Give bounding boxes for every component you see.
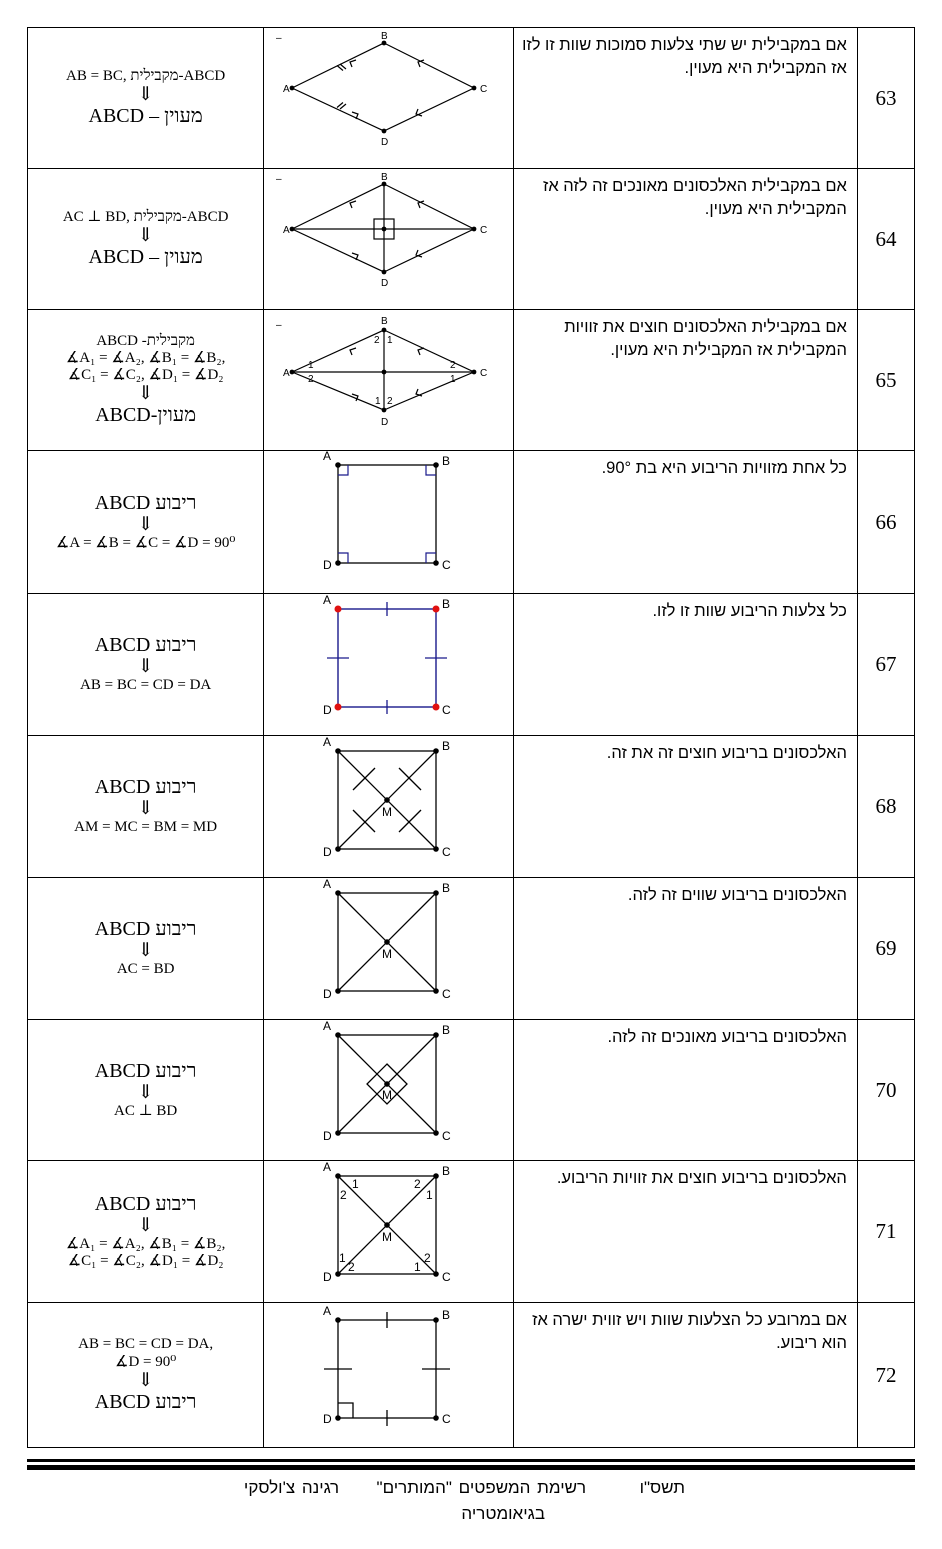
angle-label: 2	[348, 1260, 355, 1274]
theorem-row	[28, 736, 915, 878]
implies-arrow: ⇓	[137, 84, 154, 106]
angle-label: 1	[414, 1260, 421, 1274]
formula-cell	[28, 594, 264, 736]
formula-line: ∡A = ∡B = ∡C = ∡D = 90⁰	[55, 534, 236, 551]
vertex-label: D	[323, 703, 332, 717]
theorem-text: אם במרובע כל הצלעות שוות ויש זווית ישרה אז הוא ריבוע.	[513, 1303, 857, 1448]
theorems-table	[27, 27, 915, 1448]
center-label: M	[382, 1088, 393, 1102]
formula-line: ABCD ריבוע	[94, 491, 197, 514]
angle-label: 1	[450, 374, 456, 385]
theorem-number: 69	[857, 878, 914, 1020]
square-right-angles-figure	[264, 451, 513, 591]
center-label: M	[382, 1230, 393, 1244]
theorem-number: 64	[857, 169, 914, 310]
formula-cell	[28, 1161, 264, 1303]
footer-rule-thick	[27, 1465, 915, 1470]
theorem-row	[28, 1161, 915, 1303]
theorem-text: אם במקבילית האלכסונים מאונכים זה לזה אז המקבילית היא מעוין.	[513, 169, 857, 310]
theorem-text: אם במקבילית האלכסונים חוצים את זוויות המקבילית אז המקבילית היא מעוין.	[513, 310, 857, 451]
implies-arrow: ⇓	[137, 1369, 154, 1391]
figure-cell	[264, 878, 513, 1020]
formula-line: ∡C₁ = ∡C₂, ∡D₁ = ∡D₂	[67, 1252, 224, 1269]
theorem-number: 68	[857, 736, 914, 878]
theorem-text: האלכסונים בריבוע שווים זה לזה.	[513, 878, 857, 1020]
footer-line	[244, 1478, 685, 1498]
vertex-label: B	[442, 1308, 451, 1322]
formula-line: AB = BC = CD = DA,	[78, 1336, 214, 1353]
theorem-number: 72	[857, 1303, 914, 1448]
center-label: M	[382, 805, 393, 819]
angle-label: 1	[352, 1177, 359, 1191]
formula-line: ∡A₁ = ∡A₂, ∡B₁ = ∡B₂,	[65, 1235, 226, 1252]
angle-label: 1	[339, 1251, 346, 1265]
theorem-text: האלכסונים בריבוע מאונכים זה לזה.	[513, 1020, 857, 1161]
footer-title: רשימת המשפטים "המותרים"	[376, 1478, 587, 1497]
vertex-label: A	[323, 1304, 332, 1318]
theorem-number: 66	[857, 451, 914, 594]
formula-line: ABCD-מעוין	[95, 404, 197, 427]
formula-cell	[28, 310, 264, 451]
formula-line: ABCD – מעוין	[88, 246, 203, 269]
vertex-label: D	[323, 1270, 332, 1284]
theorem-row	[28, 28, 915, 169]
square-equal-sides-figure	[264, 594, 513, 734]
vertex-label: C	[480, 225, 488, 236]
formula-line: AB = BC = CD = DA	[80, 677, 212, 694]
vertex-label: D	[323, 1129, 332, 1143]
formula-line: ABCD ריבוע	[94, 1192, 197, 1215]
formula-line: AC ⊥ BD, מקבילית-ABCD	[62, 208, 229, 225]
figure-cell	[264, 1020, 513, 1161]
implies-arrow: ⇓	[137, 798, 154, 820]
implies-arrow: ⇓	[137, 940, 154, 962]
figure-cell	[264, 451, 513, 594]
theorem-text: האלכסונים בריבוע חוצים את זוויות הריבוע.	[513, 1161, 857, 1303]
vertex-label: A	[283, 84, 290, 95]
figure-cell	[264, 169, 513, 310]
formula-line: AC = BD	[116, 961, 175, 978]
dash-mark: –	[276, 174, 282, 185]
formula-line: ABCD ריבוע	[94, 918, 197, 941]
implies-arrow: ⇓	[137, 656, 154, 678]
theorem-text: כל צלעות הריבוע שוות זו לזו.	[513, 594, 857, 736]
vertex-label: B	[442, 454, 451, 468]
vertex-label: B	[381, 316, 388, 327]
vertex-label: D	[381, 278, 389, 289]
theorem-number: 67	[857, 594, 914, 736]
vertex-label: B	[442, 1164, 451, 1178]
angle-label: 2	[450, 360, 456, 371]
rhombus-diagonals-figure	[264, 169, 513, 309]
angle-label: 1	[308, 360, 314, 371]
formula-line: ABCD ריבוע	[94, 634, 197, 657]
figure-cell	[264, 310, 513, 451]
angle-label: 2	[414, 1177, 421, 1191]
formula-cell	[28, 28, 264, 169]
theorem-number: 63	[857, 28, 914, 169]
theorem-number: 71	[857, 1161, 914, 1303]
formula-cell	[28, 878, 264, 1020]
angle-label: 2	[340, 1188, 347, 1202]
vertex-label: A	[323, 1161, 332, 1174]
formula-line: ∡A₁ = ∡A₂, ∡B₁ = ∡B₂,	[65, 349, 226, 366]
vertex-label: B	[442, 1023, 451, 1037]
theorem-row	[28, 878, 915, 1020]
figure-cell	[264, 594, 513, 736]
vertex-label: B	[381, 31, 388, 42]
formula-line: AC ⊥ BD	[113, 1102, 178, 1119]
vertex-label: C	[442, 1270, 451, 1284]
vertex-label: C	[442, 845, 451, 859]
vertex-label: D	[323, 845, 332, 859]
angle-label: 2	[387, 396, 393, 407]
footer-subject: בגיאומטריה	[461, 1504, 545, 1523]
vertex-label: D	[323, 1412, 332, 1426]
formula-line: AB = BC, מקבילית-ABCD	[66, 67, 226, 84]
vertex-label: D	[381, 137, 389, 148]
dash-mark: –	[276, 33, 282, 44]
formula-line: ABCD ריבוע	[94, 1059, 197, 1082]
formula-line: ABCD ריבוע	[94, 776, 197, 799]
vertex-label: A	[323, 736, 332, 749]
vertex-label: B	[442, 739, 451, 753]
formula-line: AM = MC = BM = MD	[74, 819, 218, 836]
vertex-label: D	[323, 987, 332, 1001]
vertex-label: C	[442, 1129, 451, 1143]
angle-label: 1	[426, 1188, 433, 1202]
implies-arrow: ⇓	[137, 513, 154, 535]
vertex-label: B	[442, 881, 451, 895]
vertex-label: A	[323, 451, 332, 463]
angle-label: 2	[308, 374, 314, 385]
vertex-label: A	[323, 878, 332, 891]
rhombus-angle-bisector-figure	[264, 310, 513, 450]
angle-label: 2	[424, 1251, 431, 1265]
theorem-text: אם במקבילית יש שתי צלעות סמוכות שוות זו לזו אז המקבילית היא מעוין.	[513, 28, 857, 169]
figure-cell	[264, 1303, 513, 1448]
theorem-row	[28, 1020, 915, 1161]
angle-label: 1	[375, 396, 381, 407]
formula-cell	[28, 1303, 264, 1448]
formula-cell	[28, 169, 264, 310]
formula-line: ∡D = 90⁰	[115, 1353, 177, 1370]
formula-cell	[28, 1020, 264, 1161]
vertex-label: C	[480, 84, 488, 95]
theorem-row	[28, 310, 915, 451]
vertex-label: C	[442, 558, 451, 572]
theorem-row	[28, 451, 915, 594]
vertex-label: C	[442, 1412, 451, 1426]
figure-cell	[264, 28, 513, 169]
square-bisecting-diagonals-figure	[264, 736, 513, 876]
formula-line: ABCD ריבוע	[94, 1390, 197, 1413]
dash-mark: –	[276, 320, 282, 331]
formula-line: ∡C₁ = ∡C₂, ∡D₁ = ∡D₂	[67, 367, 224, 384]
square-equal-diagonals-figure	[264, 878, 513, 1018]
angle-label: 2	[374, 335, 380, 346]
implies-arrow: ⇓	[137, 225, 154, 247]
theorem-text: כל אחת מזוויות הריבוע היא בת 90°.	[513, 451, 857, 594]
vertex-label: A	[283, 368, 290, 379]
implies-arrow: ⇓	[137, 1081, 154, 1103]
vertex-label: D	[381, 417, 389, 428]
angle-label: 1	[387, 335, 393, 346]
vertex-label: C	[442, 703, 451, 717]
theorem-row	[28, 594, 915, 736]
figure-cell	[264, 1161, 513, 1303]
formula-cell	[28, 736, 264, 878]
vertex-label: A	[323, 594, 332, 607]
figure-cell	[264, 736, 513, 878]
theorem-row	[28, 1303, 915, 1448]
vertex-label: C	[442, 987, 451, 1001]
vertex-label: B	[442, 597, 451, 611]
footer-rule	[27, 1459, 915, 1462]
footer-year: תשס"ו	[639, 1478, 685, 1497]
rhombus-with-right-angle-figure	[264, 1303, 513, 1443]
vertex-label: B	[381, 172, 388, 183]
square-perpendicular-diagonals-figure	[264, 1020, 513, 1160]
implies-arrow: ⇓	[137, 1214, 154, 1236]
center-label: M	[382, 947, 393, 961]
theorem-text: האלכסונים בריבוע חוצים זה את זה.	[513, 736, 857, 878]
vertex-label: A	[323, 1020, 332, 1033]
implies-arrow: ⇓	[137, 383, 154, 405]
rhombus-figure	[264, 28, 513, 168]
theorem-number: 70	[857, 1020, 914, 1161]
formula-line: ABCD – מעוין	[88, 105, 203, 128]
vertex-label: D	[323, 558, 332, 572]
square-angle-bisectors-figure	[264, 1161, 513, 1301]
vertex-label: C	[480, 368, 488, 379]
vertex-label: A	[283, 225, 290, 236]
theorem-number: 65	[857, 310, 914, 451]
formula-cell	[28, 451, 264, 594]
footer-author: רגינה צ'ולסקי	[243, 1478, 340, 1497]
formula-line: ABCD -מקבילית	[96, 332, 195, 349]
theorem-row	[28, 169, 915, 310]
